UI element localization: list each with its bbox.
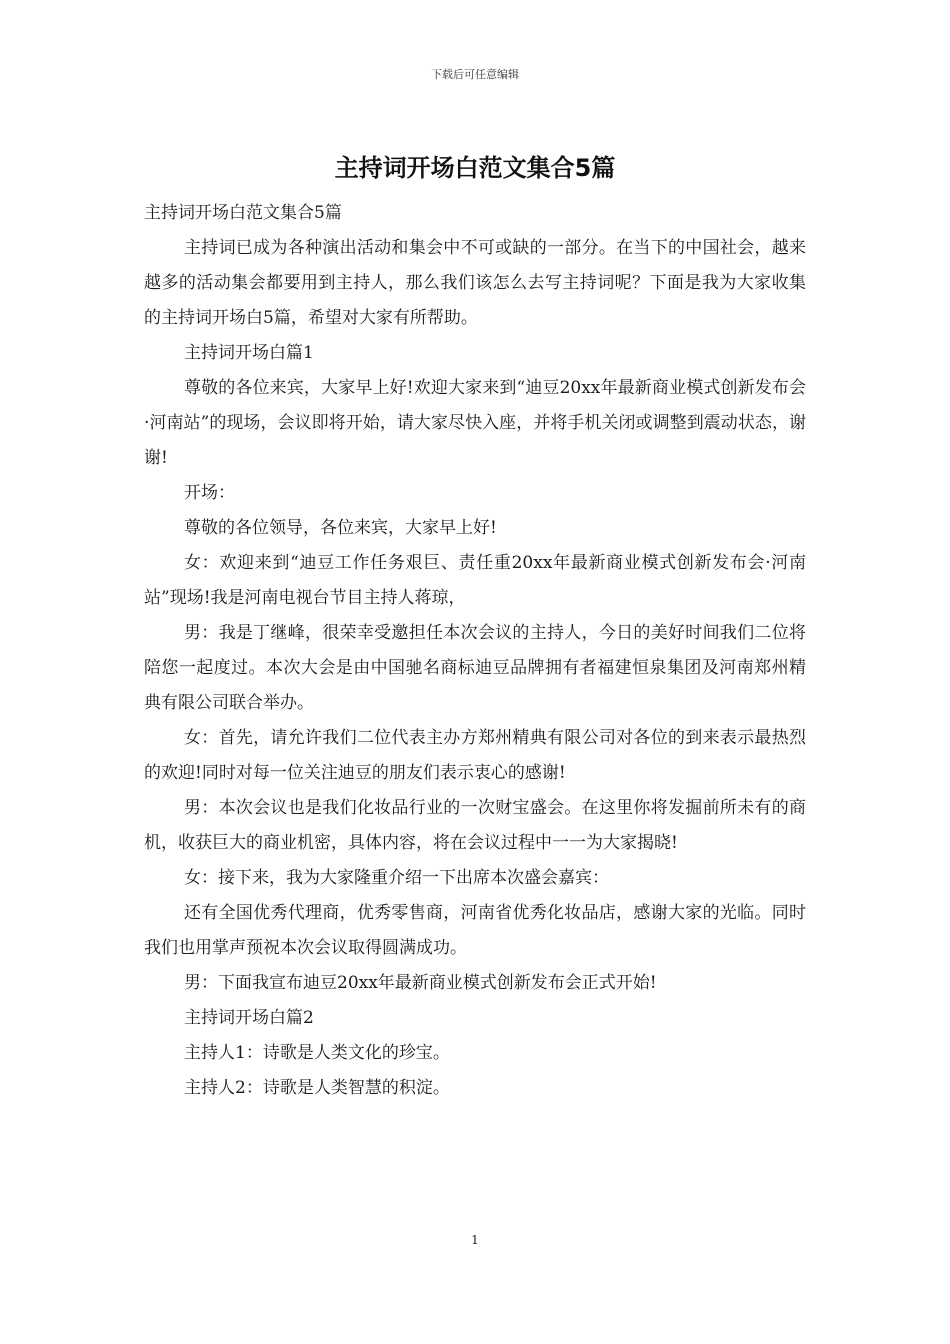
body-paragraph: 尊敬的各位领导，各位来宾，大家早上好!: [184, 518, 497, 538]
subtitle-line: 主持词开场白范文集合5篇: [144, 203, 342, 223]
body-paragraph: 女：欢迎来到“迪豆工作任务艰巨、责任重20xx年最新商业模式创新发布会·河南站”现场!我是河南电视台节目主持人蒋琼，: [144, 553, 806, 608]
document-title: 主持词开场白范文集合5篇: [334, 154, 616, 182]
section-heading: 主持词开场白篇2: [184, 1008, 314, 1028]
body-paragraph: 男：下面我宣布迪豆20xx年最新商业模式创新发布会正式开始!: [184, 973, 657, 993]
page-header: 下载后可任意编辑: [431, 68, 519, 81]
page-number: 1: [471, 1233, 479, 1247]
body-paragraph: 还有全国优秀代理商，优秀零售商，河南省优秀化妆品店，感谢大家的光临。同时我们也用掌声预祝本次会议取得圆满成功。: [144, 903, 806, 958]
intro-paragraph: 主持词已成为各种演出活动和集会中不可或缺的一部分。在当下的中国社会，越来越多的活动集会都要用到主持人，那么我们该怎么去写主持词呢？下面是我为大家收集的主持词开场白5篇，希望对大家有所帮助。: [144, 238, 806, 328]
body-paragraph: 男：我是丁继峰，很荣幸受邀担任本次会议的主持人，今日的美好时间我们二位将陪您一起度过。本次大会是由中国驰名商标迪豆品牌拥有者福建恒泉集团及河南郑州精典有限公司联合举办。: [144, 623, 806, 713]
body-paragraph: 尊敬的各位来宾，大家早上好!欢迎大家来到“迪豆20xx年最新商业模式创新发布会·河南站”的现场，会议即将开始，请大家尽快入座，并将手机关闭或调整到震动状态，谢谢!: [144, 378, 806, 468]
section-heading: 主持词开场白篇1: [184, 343, 314, 363]
body-paragraph: 男：本次会议也是我们化妆品行业的一次财宝盛会。在这里你将发掘前所未有的商机，收获巨大的商业机密，具体内容，将在会议过程中一一为大家揭晓!: [144, 798, 806, 853]
body-paragraph: 主持人2：诗歌是人类智慧的积淀。: [184, 1078, 450, 1098]
body-paragraph: 主持人1：诗歌是人类文化的珍宝。: [184, 1043, 450, 1063]
body-paragraph: 女：首先，请允许我们二位代表主办方郑州精典有限公司对各位的到来表示最热烈的欢迎!同时对每一位关注迪豆的朋友们表示衷心的感谢!: [144, 728, 806, 783]
body-paragraph: 开场：: [184, 483, 235, 503]
document-body: [144, 196, 806, 1106]
body-paragraph: 女：接下来，我为大家隆重介绍一下出席本次盛会嘉宾：: [184, 868, 609, 888]
